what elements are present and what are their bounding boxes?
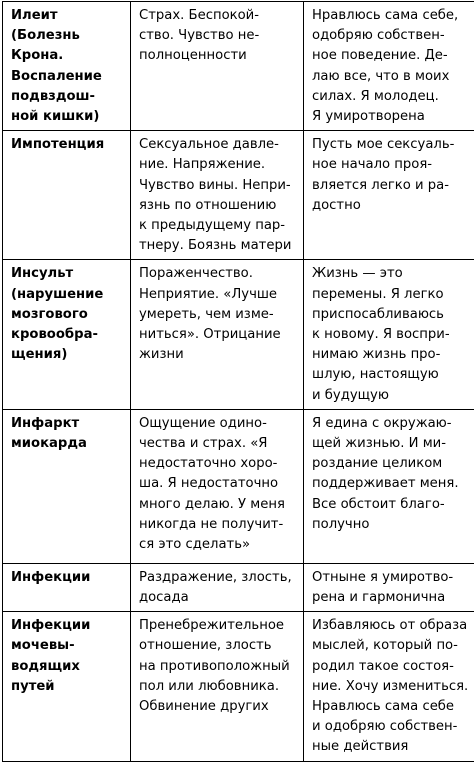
pattern-cell: Пусть мое сексуаль- ное начало проя- вляется легко и ра- достно [304,131,474,260]
pattern-cell: Нравлюсь сама себе, одобряю собствен- ное поведение. Де- лаю все, что в моих силах. Я молодец. Я умиротворена [304,2,474,131]
problem-cell: Инфекции мочевы- водящих путей [3,612,131,761]
pattern-cell: Избавляюсь от образа мыслей, который по- родил такое состоя- ние. Хочу измениться. Нравлюсь сама себе и одобряю собствен- ные действия [304,612,474,761]
problem-cell: Импотенция [3,131,131,260]
problem-cell: Илеит (Болезнь Крона. Воспаление подвздош- ной кишки) [3,2,131,131]
pattern-cell: Отныне я умиротво- рена и гармонична [304,563,474,611]
table-row [3,612,474,761]
problem-cell: Инсульт (нарушение мозгового кровообра- щения) [3,260,131,409]
cause-cell: Пораженчество. Неприятие. «Лучше умереть, чем изме- ниться». Отрицание жизни [131,260,304,409]
table-row [3,131,474,260]
pattern-cell: Я едина с окружаю- щей жизнью. И ми- роздание целиком поддерживает меня. Все обстоит благо- получно [304,409,474,563]
problem-cell: Инфекции [3,563,131,611]
table-row [3,563,474,611]
problem-cell: Инфаркт миокарда [3,409,131,563]
cause-cell: Раздражение, злость, досада [131,563,304,611]
table-row [3,409,474,563]
table-row [3,2,474,131]
cause-cell: Страх. Беспокой- ство. Чувство не- полноценности [131,2,304,131]
table-row [3,260,474,409]
cause-cell: Пренебрежительное отношение, злость на противоположный пол или любовника. Обвинение других [131,612,304,761]
pattern-cell: Жизнь — это перемены. Я легко приспосабливаюсь к новому. Я воспри- нимаю жизнь про- шлую, настоящую и будущую [304,260,474,409]
cause-cell: Сексуальное давле- ние. Напряжение. Чувство вины. Непри- язнь по отношению к предыдущему пар- тнеру. Боязнь матери [131,131,304,260]
cause-cell: Ощущение одино- чества и страх. «Я недостаточно хоро- ша. Я недостаточно много делаю. У меня никогда не получит- ся это сделать» [131,409,304,563]
affirmation-table [2,1,474,762]
